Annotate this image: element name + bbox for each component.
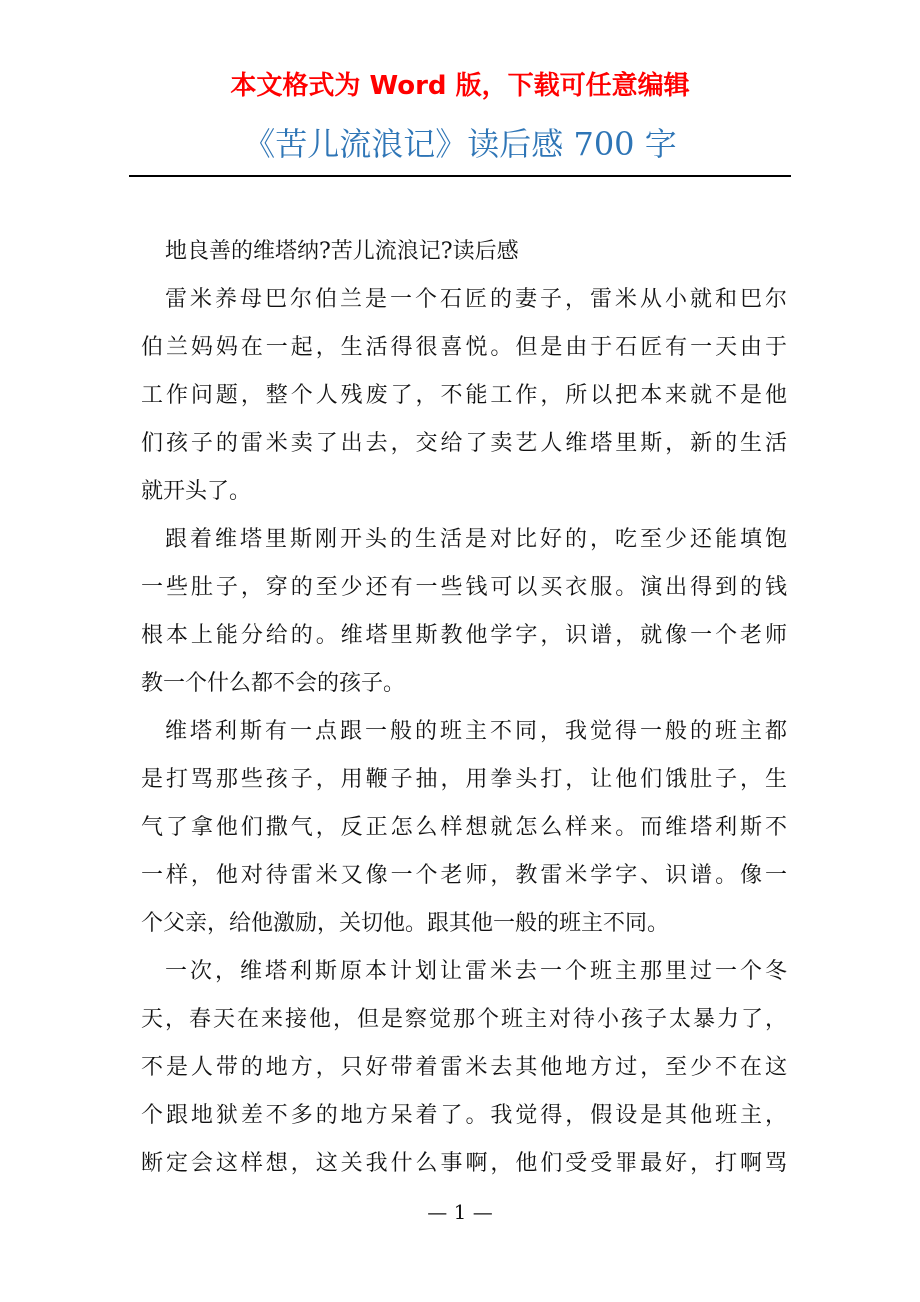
paragraph bbox=[141, 708, 787, 948]
paragraph-line: 气了拿他们撒气，反正怎么样想就怎么样来。而维塔利斯不 bbox=[141, 815, 787, 840]
paragraph-line: 断定会这样想，这关我什么事啊，他们受受罪最好，打啊骂 bbox=[141, 1151, 787, 1176]
paragraph-line: 伯兰妈妈在一起，生活得很喜悦。但是由于石匠有一天由于 bbox=[141, 335, 787, 360]
page-number: — 1 — bbox=[427, 1200, 493, 1224]
paragraph-line: 就开头了。 bbox=[141, 479, 252, 504]
paragraph-line: 是打骂那些孩子，用鞭子抽，用拳头打，让他们饿肚子，生 bbox=[141, 767, 787, 792]
paragraph bbox=[141, 948, 787, 1188]
paragraph-line: 天，春天在来接他，但是察觉那个班主对待小孩子太暴力了， bbox=[141, 1007, 787, 1032]
paragraph-line: 们孩子的雷米卖了出去，交给了卖艺人维塔里斯，新的生活 bbox=[141, 431, 787, 456]
paragraph bbox=[141, 516, 787, 708]
paragraph-line: 跟着维塔里斯刚开头的生活是对比好的，吃至少还能填饱 bbox=[165, 527, 787, 552]
paragraph-line: 一些肚子，穿的至少还有一些钱可以买衣服。演出得到的钱 bbox=[141, 575, 787, 600]
paragraph-line: 一样，他对待雷米又像一个老师，教雷米学字、识谱。像一 bbox=[141, 863, 787, 888]
paragraph bbox=[141, 276, 787, 516]
paragraph-line: 雷米养母巴尔伯兰是一个石匠的妻子，雷米从小就和巴尔 bbox=[165, 287, 787, 312]
title-divider bbox=[129, 175, 791, 177]
paragraph-line: 不是人带的地方，只好带着雷米去其他地方过，至少不在这 bbox=[141, 1055, 787, 1080]
paragraph-line: 个跟地狱差不多的地方呆着了。我觉得，假设是其他班主， bbox=[141, 1103, 787, 1128]
paragraph-line: 个父亲，给他激励，关切他。跟其他一般的班主不同。 bbox=[141, 911, 670, 936]
paragraph bbox=[141, 228, 787, 276]
paragraph-line: 根本上能分给的。维塔里斯教他学字，识谱，就像一个老师 bbox=[141, 623, 787, 648]
paragraph-line: 教一个什么都不会的孩子。 bbox=[141, 671, 406, 696]
paragraph-line: 工作问题，整个人残废了，不能工作，所以把本来就不是他 bbox=[141, 383, 787, 408]
document-title: 《苦儿流浪记》读后感 700 字 bbox=[243, 125, 677, 163]
paragraph-line: 一次，维塔利斯原本计划让雷米去一个班主那里过一个冬 bbox=[165, 959, 787, 984]
download-notice: 本文格式为 Word 版，下载可任意编辑 bbox=[230, 71, 690, 101]
paragraph-line: 维塔利斯有一点跟一般的班主不同，我觉得一般的班主都 bbox=[165, 719, 787, 744]
paragraph-line: 地良善的维塔纳?苦儿流浪记?读后感 bbox=[165, 239, 519, 264]
document-body bbox=[141, 228, 787, 1188]
